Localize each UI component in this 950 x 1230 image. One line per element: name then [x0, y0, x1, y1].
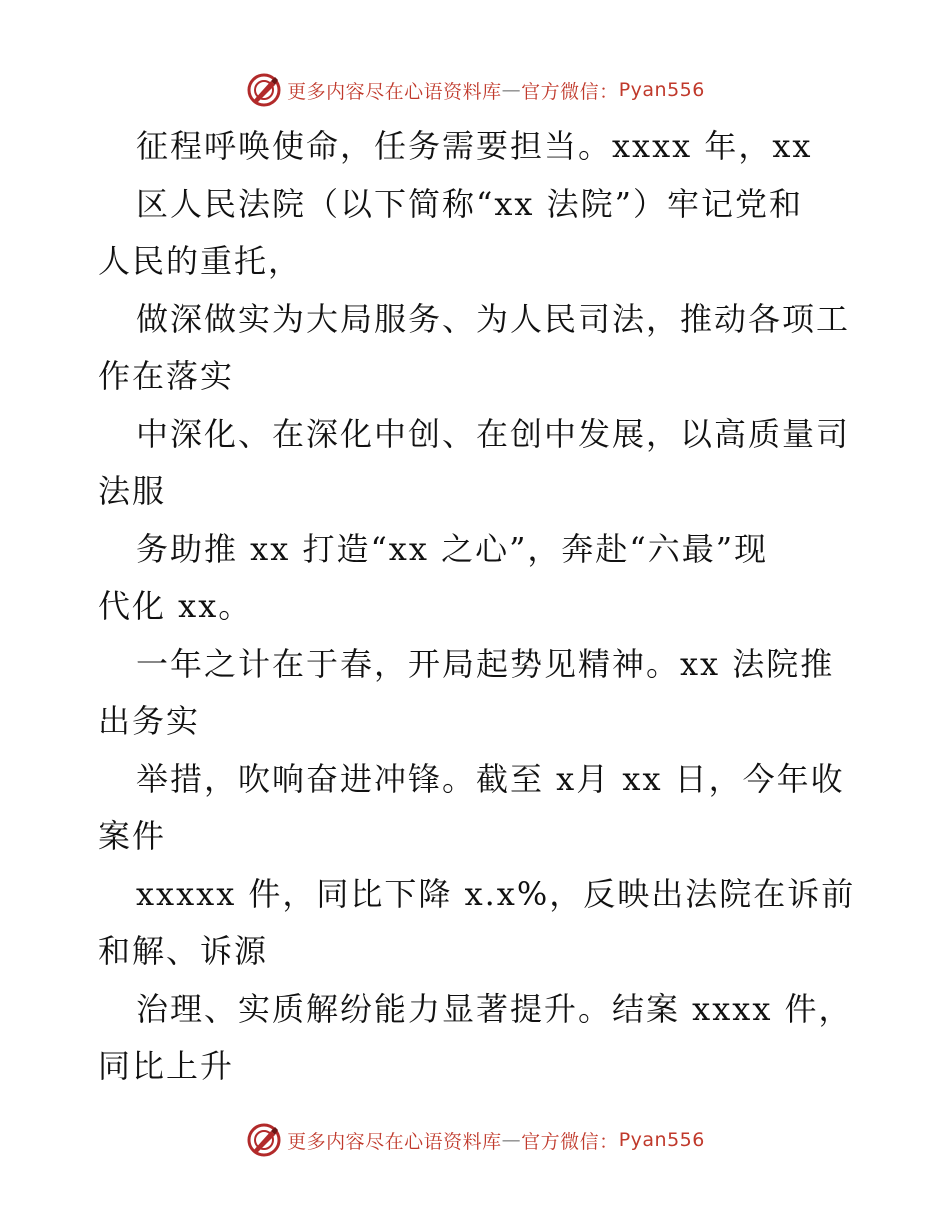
text-line: 治理、实质解纷能力显著提升。结案 xxxx 件，	[136, 989, 853, 1028]
banner-separator: —	[501, 79, 522, 101]
text-line: 中深化、在深化中创、在创中发展，以高质量司	[136, 414, 851, 453]
text-line: 人民的重托，	[98, 242, 303, 280]
pen-logo-icon	[245, 71, 283, 109]
banner-separator: —	[501, 1129, 522, 1151]
text-line: xxxxx 件，同比下降 x.x%，反映出法院在诉前	[136, 874, 856, 913]
text-line: 同比上升	[98, 1047, 235, 1085]
text-line: 征程呼唤使命，任务需要担当。xxxx 年，xx	[136, 127, 813, 165]
text-line: 区人民法院（以下简称“xx 法院”）牢记党和	[136, 184, 803, 223]
banner-suffix-text: 官方微信：	[521, 80, 619, 103]
footer-banner	[0, 1118, 950, 1162]
text-line: 务助推 xx 打造“xx 之心”，奔赴“六最”现	[136, 529, 769, 568]
banner-account: Pyan556	[618, 79, 705, 101]
banner-account: Pyan556	[618, 1129, 705, 1151]
text-line: 出务实	[98, 702, 201, 740]
text-line: 案件	[98, 817, 167, 855]
pen-logo-icon	[245, 1121, 283, 1159]
text-line: 法服	[98, 472, 167, 510]
text-line: 和解、诉源	[98, 932, 269, 970]
text-line: 举措，吹响奋进冲锋。截至 x月 xx 日，今年收	[136, 759, 845, 798]
banner-suffix-text: 官方微信：	[521, 1130, 619, 1153]
header-banner	[0, 68, 950, 112]
text-line: 做深做实为大局服务、为人民司法，推动各项工	[136, 299, 851, 338]
text-line: 一年之计在于春，开局起势见精神。xx 法院推	[136, 644, 835, 683]
text-line: 作在落实	[98, 357, 235, 395]
text-line: 代化 xx。	[98, 587, 253, 625]
banner-main-text: 更多内容尽在心语资料库	[287, 80, 502, 103]
banner-main-text: 更多内容尽在心语资料库	[287, 1130, 502, 1153]
document-body	[98, 118, 858, 1096]
